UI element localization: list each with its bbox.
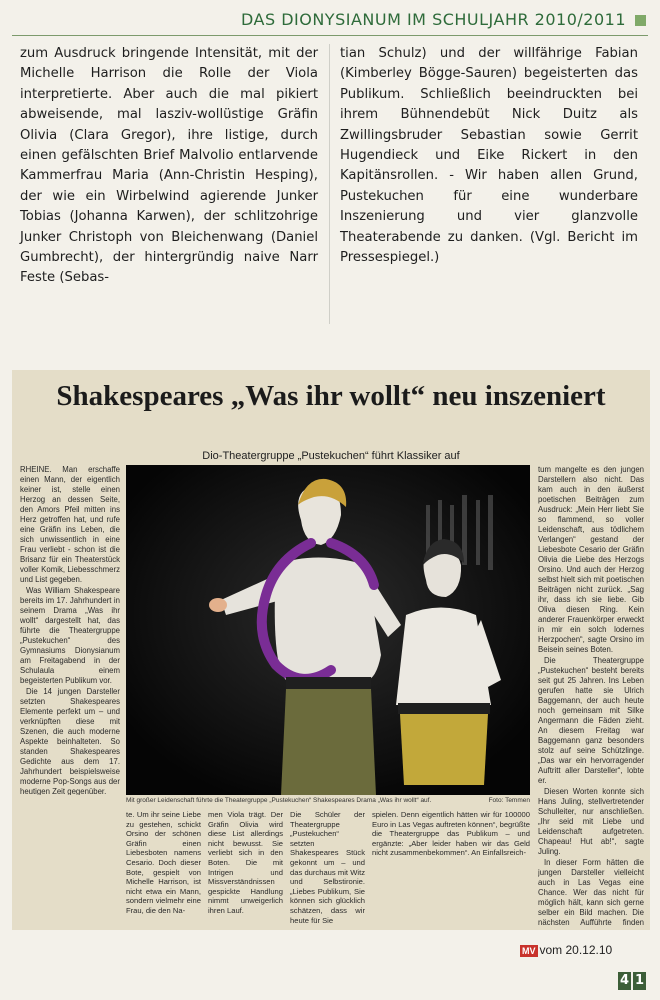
clipping-subheadline: Dio-Theatergruppe „Pustekuchen“ führt Klassiker auf <box>202 450 460 462</box>
header-square-icon <box>635 15 646 26</box>
clipping-paragraph: Was William Shakespeare bereits im 17. Jahrhundert in seinem Drama „Was ihr wollt“ dargestellt hat, das führte die Theatergruppe „Pustekuchen“ des Gymnasiums Dionysianum am Freitagabend in der Schulaula einem begeisterten Publikum vor. <box>20 586 120 685</box>
clipping-bottom-column-1: te. Um ihr seine Liebe zu gestehen, schickt Orsino der schönen Gräfin einen Liebesboten namens Cesario. Doch dieser Bote, gespielt von Michelle Harrison, ist nicht etwa ein Mann, sondern vielmehr eine Frau, die den Na- <box>126 810 201 915</box>
clipping-paragraph: Diesen Worten konnte sich Hans Juling, stellvertretender Schulleiter, nur anschließen. „Ihr seid mit Liebe und Leidenschaft aufgetreten. Chapeau! Hut ab!“, sagte Juling. <box>538 787 644 856</box>
clipping-bottom-column-2: men Viola trägt. Der Gräfin Olivia wird diese List allerdings nicht bewusst. Sie verliebt sich in den Boten. Die mit Intrigen und Missverständnissen gespickte Handlung nimmt unweigerlich ihren Lauf. <box>208 810 283 915</box>
newspaper-clipping <box>12 370 650 930</box>
article-right-column <box>340 44 638 268</box>
page-header <box>0 0 660 40</box>
column-divider <box>329 44 330 324</box>
header-rule <box>12 35 648 36</box>
page-number-digit: 4 <box>619 973 630 988</box>
article-right-text: tian Schulz) und der willfährige Fabian (Kimberley Bögge-Sauren) begeisterten das Publikum. Schließlich beeindruckten bei ihrem Bühnendebüt Nick Duitz als Zwillingsbruder Sebastian sowie Gerrit Hugendieck und Eike Rickert in den Kapitänsrollen. - Wir haben allen Grund, Pustekuchen für eine wunderbare Inszenierung und vier glanzvolle Theaterabende zu danken. (Vgl. Bericht im Pressespiegel.) <box>340 46 638 266</box>
clipping-right-column <box>538 465 644 928</box>
page-number <box>618 972 646 990</box>
clipping-bottom-column-4: spielen. Denn eigentlich hätten wir für 100000 Euro in Las Vegas auftreten können“, begrüßte die Theatergruppe das Publikum – und ergänzte: „Aber leider haben wir das Geld nicht zusammenbekommen“. An Einfallsreich- <box>372 810 530 858</box>
article-left-column <box>20 44 318 289</box>
photo-caption <box>126 797 530 804</box>
mv-logo: MV <box>522 946 536 956</box>
clipping-bottom-column-3: Die Schüler der Theatergruppe „Pustekuchen“ setzten Shakespeares Stück gekonnt um – und das durchaus mit Witz und Selbstironie. „Liebes Publikum, Sie können sich glücklich schätzen, dass wir heute für Sie <box>290 810 365 925</box>
clipping-paragraph: Die Theatergruppe „Pustekuchen“ besteht bereits seit gut 25 Jahren. Ins Leben gerufen hatte sie Ulrich Baggemann, der auch heute noch gemeinsam mit Silke Angermann die Fäden zieht. An diesem Freitag war Baggemann ganz besonders stolz auf seine Schützlinge. „Das war ein hervorragender Auftritt aller Darsteller“, lobte er. <box>538 656 644 785</box>
theatre-photo-image <box>126 465 530 795</box>
page-number-digit: 1 <box>634 973 645 988</box>
source-line <box>520 943 612 957</box>
clipping-paragraph: tum mangelte es den jungen Darstellern also nicht. Das kam auch in den äußerst poetischen Beiträgen zum Ausdruck: „Mein Herr liebt Sie so flammend, so voller Leidenschaft, aus tödlichem Verlangen“ gestand der Liebesbote Cesario der Gräfin Olivia die Liebe des Herzogs Orsino. Und auch der Herzog selbst hielt sich mit poetischen Beiträgen nicht zurück. „Sag ihr, dass ich sie liebe. Gib Oliva diesen Ring. Kein anderer Frauenkörper erweckt in mir ein solch lodernes Herzpochen“, sagte Orsino im Beisein seines Boten. <box>538 465 644 654</box>
clipping-left-column <box>20 465 120 795</box>
clipping-paragraph: RHEINE. Man erschaffe einen Mann, der eigentlich keiner ist, stelle einen Herzog an dessen Seite, den Amors Pfeil mitten ins Herz getroffen hat, und rufe eine Gräfin ins Leben, die sich unwissentlich in eine Frau verliebt - schon ist die Brisanz für ein Theaterstück voller Komik, Liebesschmerz und List gegeben. <box>20 465 120 584</box>
source-date: vom 20.12.10 <box>539 943 613 957</box>
caption-text: Mit großer Leidenschaft führte die Theatergruppe „Pustekuchen“ Shakespeares Drama „Was ihr wollt“ auf. <box>126 797 432 804</box>
header-title: DAS DIONYSIANUM IM SCHULJAHR 2010/2011 <box>240 10 626 29</box>
clipping-headline: Shakespeares „Was ihr wollt“ neu inszeniert <box>56 380 606 412</box>
clipping-paragraph: Die 14 jungen Darsteller setzten Shakespeares Elemente perfekt um – und verknüpften diese mit Szenen, die auch moderne Aspekte beinhalteten. So standen Shakespeares Gedichte aus dem 17. Jahrhundert beispielsweise moderne Pop-Songs aus der heutigen Zeit gegenüber. <box>20 687 120 795</box>
theatre-photo <box>126 465 530 795</box>
clipping-paragraph: In dieser Form hätten die jungen Darsteller vielleicht auch in Las Vegas eine Chance. Wer das nicht für möglich hält, kann sich gerne selber ein Bild machen. Die nächsten Aufführte finden <box>538 858 644 927</box>
photo-credit: Foto: Temmen <box>488 797 530 804</box>
article-left-text: zum Ausdruck bringende Intensität, mit der Michelle Harrison die Rolle der Viola interpretierte. Aber auch die mal pikiert abweisende, mal lasziv-wollüstige Gräfin Olivia (Clara Gregor), ihre listige, durch einen gefälschten Brief Malvolio entlarvende Kammerfrau Maria (Ann-Christin Hesping), der wie ein Wirbelwind agierende Junker Tobias (Johanna Karwen), der schlitzohrige Junker Christoph von Bleichenwang (Daniel Gumbrecht), der hintergründig naive Narr Feste (Sebas- <box>20 46 318 286</box>
